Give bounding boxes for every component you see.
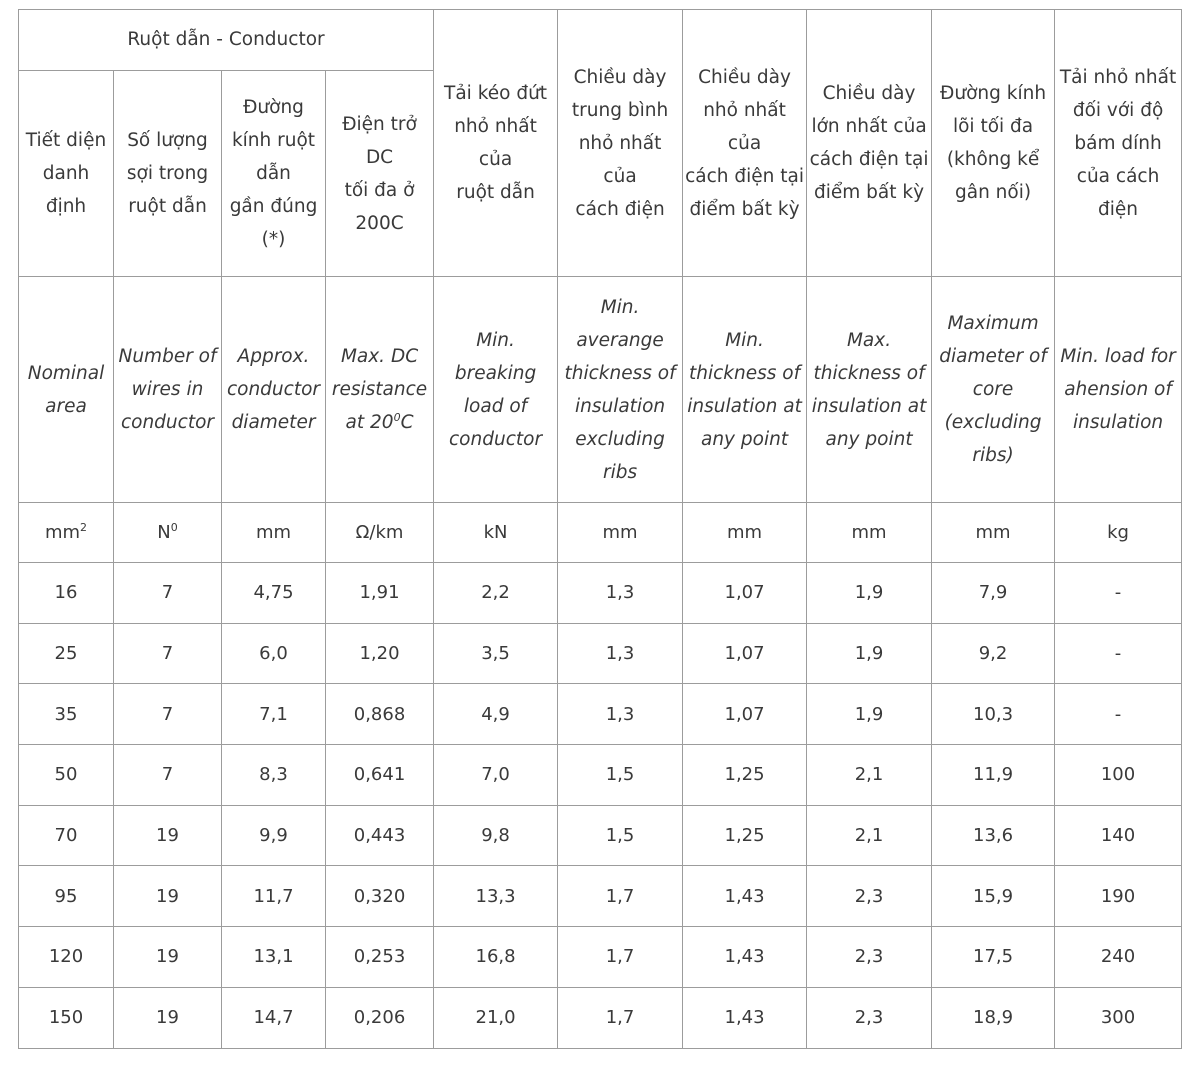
header-line: any point	[701, 428, 789, 450]
header-line: diameter of	[939, 346, 1047, 367]
header-line: Number of	[118, 346, 217, 367]
table-cell: 25	[19, 623, 114, 684]
table-cell: 7	[114, 563, 222, 624]
table-cell: 2,2	[434, 563, 558, 624]
header-en-col6	[558, 277, 683, 503]
header-line: Chiều dày	[822, 83, 916, 104]
table-cell: 2,3	[807, 866, 932, 927]
table-cell: 2,3	[807, 927, 932, 988]
table-cell: 4,9	[434, 684, 558, 745]
header-line: lớn nhất của	[811, 116, 927, 137]
table-cell: 1,20	[326, 623, 434, 684]
header-line: Approx.	[237, 346, 310, 367]
table-cell: 13,3	[434, 866, 558, 927]
unit-cell: mm	[683, 503, 807, 563]
header-line: lõi tối đa	[952, 116, 1034, 137]
header-line: Tiết diện	[25, 130, 107, 151]
header-vn-col1	[19, 71, 114, 277]
header-en-col10	[1055, 277, 1182, 503]
table-cell: 16	[19, 563, 114, 624]
table-cell: 11,9	[932, 745, 1055, 806]
header-line: ruột dẫn	[456, 182, 535, 203]
table-cell: 13,1	[222, 927, 326, 988]
table-cell: 1,07	[683, 623, 807, 684]
header-line: điện	[1098, 198, 1139, 220]
table-cell: 140	[1055, 805, 1182, 866]
table-cell: 1,3	[558, 623, 683, 684]
unit-cell: mm	[807, 503, 932, 563]
header-line: Nominal	[27, 362, 105, 384]
table-cell: 9,9	[222, 805, 326, 866]
table-cell: 190	[1055, 866, 1182, 927]
header-line: nhỏ nhất của	[703, 99, 786, 154]
header-line: cách điện tại	[685, 165, 804, 187]
header-line: core	[972, 379, 1014, 400]
header-en-col5	[434, 277, 558, 503]
header-line: any point	[825, 428, 913, 450]
header-line: đối với độ	[1072, 99, 1164, 121]
table-cell: 0,868	[326, 684, 434, 745]
header-line: (*)	[261, 229, 286, 250]
header-vn-col10	[1055, 10, 1182, 277]
table-cell: 19	[114, 987, 222, 1048]
header-line: thickness of	[813, 362, 925, 384]
table-cell: 70	[19, 805, 114, 866]
table-cell: 13,6	[932, 805, 1055, 866]
header-line: averange	[576, 329, 664, 351]
table-cell: 1,5	[558, 745, 683, 806]
table-cell: 35	[19, 684, 114, 745]
table-cell: 1,7	[558, 866, 683, 927]
header-line: excluding	[575, 428, 665, 450]
table-cell: 1,9	[807, 563, 932, 624]
header-line: Min. load for	[1060, 346, 1176, 367]
header-line: diameter	[231, 412, 316, 433]
header-line: dẫn	[256, 163, 291, 184]
header-line: insulation	[1072, 412, 1164, 433]
table-cell: 14,7	[222, 987, 326, 1048]
header-line: Tải kéo đứt	[444, 83, 548, 104]
unit-cell: mm	[558, 503, 683, 563]
table-cell: 1,07	[683, 684, 807, 745]
header-line: bám dính	[1074, 132, 1162, 154]
unit-cell: mm	[222, 503, 326, 563]
table-cell: 0,253	[326, 927, 434, 988]
table-cell: 0,206	[326, 987, 434, 1048]
units-row	[19, 503, 1182, 563]
header-line: gần đúng	[229, 196, 318, 217]
table-cell: 100	[1055, 745, 1182, 806]
header-line: thickness of	[564, 362, 676, 384]
header-line: tối đa ở	[344, 179, 415, 201]
header-vn-col5	[434, 10, 558, 277]
header-line: Max.	[846, 329, 892, 351]
header-en-col1	[19, 277, 114, 503]
conductor-group-header: Ruột dẫn - Conductor	[19, 10, 434, 71]
table-cell: 120	[19, 927, 114, 988]
table-cell: 1,43	[683, 866, 807, 927]
table-cell: 1,5	[558, 805, 683, 866]
table-cell: 6,0	[222, 623, 326, 684]
table-cell: 0,320	[326, 866, 434, 927]
table-row	[19, 987, 1182, 1048]
table-cell: 7	[114, 623, 222, 684]
table-cell: 150	[19, 987, 114, 1048]
table-cell: 1,43	[683, 987, 807, 1048]
table-cell: 240	[1055, 927, 1182, 988]
table-cell: 1,7	[558, 987, 683, 1048]
header-line: Chiều dày	[573, 66, 667, 88]
header-line: Đường kính	[940, 83, 1047, 104]
table-cell: 95	[19, 866, 114, 927]
table-cell: 7,1	[222, 684, 326, 745]
table-cell: 15,9	[932, 866, 1055, 927]
header-line: conductor	[226, 379, 321, 400]
header-line: Điện trở DC	[342, 113, 417, 168]
unit-cell: $N^0$	[114, 503, 222, 563]
table-row	[19, 927, 1182, 988]
header-line: Chiều dày	[698, 66, 791, 88]
header-line: gân nối)	[955, 182, 1032, 203]
header-line: ribs	[602, 461, 638, 483]
unit-cell: kN	[434, 503, 558, 563]
header-line: định	[45, 196, 87, 217]
header-line: conductor	[449, 428, 543, 450]
table-cell: 0,443	[326, 805, 434, 866]
header-line: insulation at	[687, 395, 802, 417]
table-cell: 0,641	[326, 745, 434, 806]
header-line: cách điện	[575, 198, 665, 220]
table-cell: -	[1055, 684, 1182, 745]
table-cell: 19	[114, 805, 222, 866]
header-vn-col2	[114, 71, 222, 277]
header-line: nhỏ nhất của	[578, 132, 662, 187]
table-cell: -	[1055, 563, 1182, 624]
header-line: ribs)	[972, 445, 1014, 466]
table-cell: 2,1	[807, 745, 932, 806]
header-vn-col9	[932, 10, 1055, 277]
header-line: nhỏ nhất của	[454, 116, 537, 170]
table-cell: 1,91	[326, 563, 434, 624]
header-en-col4: Max. DC resistance at $20^0C$	[326, 277, 434, 503]
table-cell: 1,07	[683, 563, 807, 624]
table-cell: 1,3	[558, 684, 683, 745]
header-line: điểm bất kỳ	[814, 182, 925, 203]
table-cell: 8,3	[222, 745, 326, 806]
table-cell: 19	[114, 866, 222, 927]
header-line: area	[45, 395, 87, 417]
table-cell: 1,9	[807, 623, 932, 684]
header-line: của cách	[1076, 165, 1160, 187]
table-cell: 1,3	[558, 563, 683, 624]
header-line: Min. breaking	[454, 329, 537, 384]
table-cell: 1,9	[807, 684, 932, 745]
table-cell: 9,2	[932, 623, 1055, 684]
header-vn-col7	[683, 10, 807, 277]
unit-cell: mm	[932, 503, 1055, 563]
table-cell: 17,5	[932, 927, 1055, 988]
table-cell: 7,0	[434, 745, 558, 806]
header-vn-col3	[222, 71, 326, 277]
table-cell: 2,3	[807, 987, 932, 1048]
table-row	[19, 684, 1182, 745]
table-cell: 21,0	[434, 987, 558, 1048]
table-cell: 4,75	[222, 563, 326, 624]
header-line: Đường	[243, 97, 304, 118]
header-line: wires in	[131, 379, 204, 400]
header-line: danh	[42, 163, 90, 184]
table-cell: 1,43	[683, 927, 807, 988]
table-cell: 11,7	[222, 866, 326, 927]
header-line: Tải nhỏ nhất	[1059, 66, 1177, 88]
header-line: thickness of	[688, 362, 801, 384]
header-line: Số lượng	[127, 130, 208, 151]
header-line: insulation	[574, 395, 666, 417]
table-row	[19, 805, 1182, 866]
table-cell: -	[1055, 623, 1182, 684]
header-vn-col6	[558, 10, 683, 277]
header-line: 200C	[355, 212, 404, 234]
header-line: điểm bất kỳ	[689, 198, 800, 220]
table-cell: 50	[19, 745, 114, 806]
table-row	[19, 623, 1182, 684]
unit-cell: $mm^2$	[19, 503, 114, 563]
header-en-col9	[932, 277, 1055, 503]
table-cell: 1,25	[683, 805, 807, 866]
unit-cell: kg	[1055, 503, 1182, 563]
header-line: cách điện tại	[809, 149, 929, 170]
header-line: load of	[463, 395, 528, 417]
header-line: kính ruột	[231, 130, 316, 151]
header-line: sợi trong	[126, 163, 209, 184]
header-line: (excluding	[944, 412, 1042, 433]
cable-spec-table	[18, 9, 1182, 1049]
table-cell: 10,3	[932, 684, 1055, 745]
unit-cell: Ω/km	[326, 503, 434, 563]
table-row	[19, 745, 1182, 806]
header-line: Maximum	[947, 313, 1039, 334]
table-cell: 18,9	[932, 987, 1055, 1048]
header-line: ahension of	[1064, 379, 1172, 400]
table-cell: 2,1	[807, 805, 932, 866]
table-cell: 3,5	[434, 623, 558, 684]
table-cell: 1,7	[558, 927, 683, 988]
header-line: (không kể	[946, 149, 1040, 170]
table-cell: 7	[114, 745, 222, 806]
header-vn-col4	[326, 71, 434, 277]
table-cell: 300	[1055, 987, 1182, 1048]
header-en-col3	[222, 277, 326, 503]
table-cell: 7	[114, 684, 222, 745]
table-cell: 16,8	[434, 927, 558, 988]
table-cell: 19	[114, 927, 222, 988]
header-line: conductor	[120, 412, 215, 433]
header-line: ruột dẫn	[128, 196, 207, 217]
table-cell: 1,25	[683, 745, 807, 806]
header-line: Min.	[725, 329, 764, 351]
header-line: Min.	[600, 296, 640, 318]
table-row	[19, 563, 1182, 624]
table-cell: 9,8	[434, 805, 558, 866]
header-vn-col8	[807, 10, 932, 277]
table-cell: 7,9	[932, 563, 1055, 624]
header-line: insulation at	[811, 395, 927, 417]
table-row	[19, 866, 1182, 927]
header-en-col8	[807, 277, 932, 503]
header-en-col7	[683, 277, 807, 503]
header-en-col2	[114, 277, 222, 503]
header-line: trung bình	[571, 99, 669, 121]
